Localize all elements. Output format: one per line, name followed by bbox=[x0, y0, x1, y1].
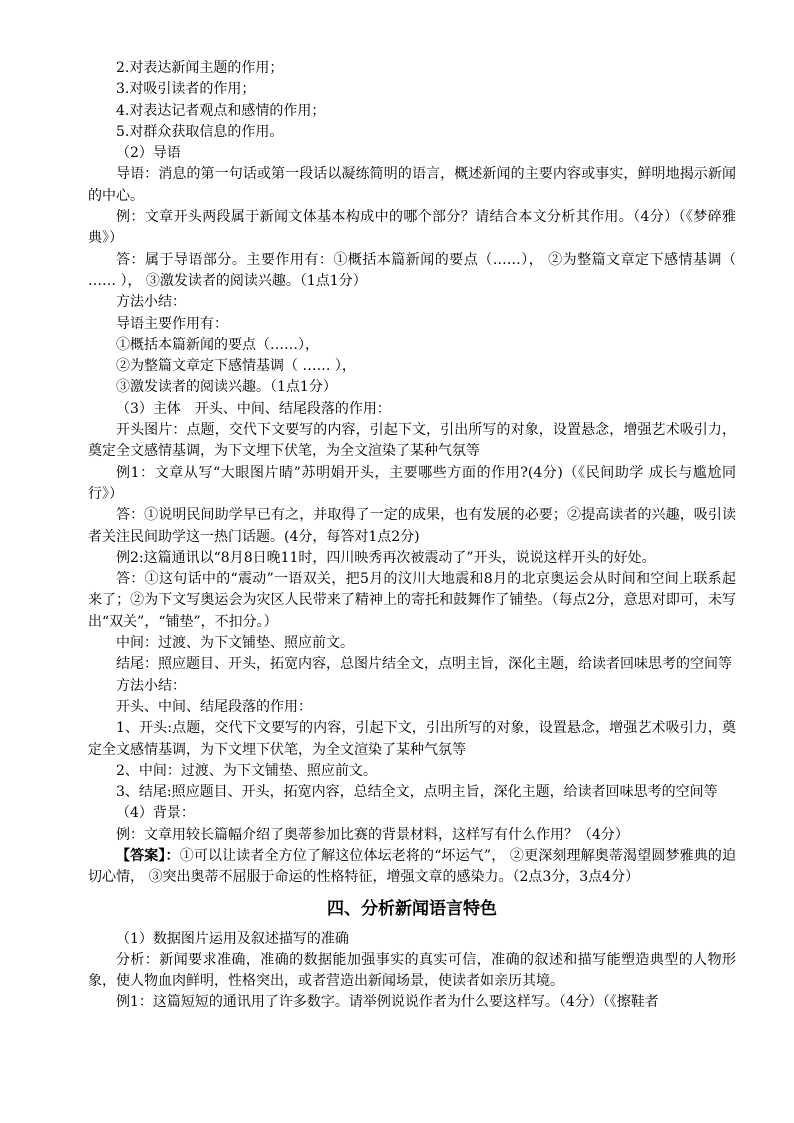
list-item: ③激发读者的阅读兴趣。（1点1分） bbox=[116, 379, 337, 396]
answer-paragraph: 答：属于导语部分。主要作用有：①概括本篇新闻的要点（……）， ②为整篇文章定下感情基调（ …… ）， ③激发读者的阅读兴趣。（1点1分） bbox=[88, 251, 736, 289]
example-question: 例1：文章从写“大眼图片睛”苏明娟开头，主要哪些方面的作用?(4分)（《民间助学 成长与尴尬同行》） bbox=[88, 464, 736, 502]
example-question: 例：文章用较长篇幅介绍了奥蒂参加比赛的背景材料，这样写有什么作用？（4分） bbox=[116, 826, 629, 843]
method-summary-title: 方法小结： bbox=[116, 677, 186, 694]
subsection-title: （3）主体 开头、中间、结尾段落的作用： bbox=[116, 400, 391, 417]
subsection-title: （4）背景： bbox=[116, 805, 195, 822]
paragraph: 3、结尾:照应题目、开头，拓宽内容，总结全文，点明主旨，深化主题，给读者回味思考的空间等 bbox=[116, 784, 718, 801]
paragraph: 结尾：照应题目、开头，拓宽内容，总图片结全文，点明主旨，深化主题，给读者回味思考的空间等 bbox=[116, 656, 732, 673]
text-line: 导语主要作用有： bbox=[116, 315, 228, 332]
subsection-title: （1）数据图片运用及叙述描写的准确 bbox=[116, 930, 349, 947]
answer-paragraph: 答：①说明民间助学早已有之，并取得了一定的成果，也有发展的必要；②提高读者的兴趣，吸引读者关注民间助学这一热门话题。(4分，每答对1点2分) bbox=[88, 507, 736, 545]
answer-text: ①可以让读者全方位了解这位体坛老将的“坏运气”， ②更深刻理解奥蒂渴望圆梦雅典的迫切心情， ③突出奥蒂不屈服于命运的性格特征，增强文章的感染力。（2点3分，3点4分） bbox=[88, 847, 737, 886]
text-line: 4.对表达记者观点和感情的作用； bbox=[116, 102, 326, 119]
text-line: 2.对表达新闻主题的作用； bbox=[116, 60, 284, 76]
list-item: ②为整篇文章定下感情基调（ …… ）， bbox=[116, 358, 356, 375]
paragraph: 导语：消息的第一句话或第一段话以凝练简明的语言，概述新闻的主要内容或事实，鲜明地揭示新闻的中心。 bbox=[88, 166, 736, 204]
text-line: 5.对群众获取信息的作用。 bbox=[116, 123, 284, 140]
list-item: ①概括本篇新闻的要点（……）， bbox=[116, 336, 319, 353]
document-page bbox=[88, 58, 736, 1014]
text-line: 2、中间：过渡、为下文铺垫、照应前文。 bbox=[116, 762, 377, 779]
paragraph: 开头图片：点题，交代下文要写的内容，引起下文，引出所写的对象，设置悬念，增强艺术吸引力，奠定全文感情基调，为下文埋下伏笔，为全文渲染了某种气氛等 bbox=[88, 422, 736, 460]
subsection-title: （2）导语 bbox=[116, 145, 181, 162]
answer-label: 【答案】： bbox=[116, 847, 180, 864]
text-line: 中间：过渡、为下文铺垫、照应前文。 bbox=[116, 635, 354, 652]
answer-paragraph: 答：①这句话中的“震动”一语双关，把5月的汶川大地震和8月的北京奥运会从时间和空间上联系起来了；②为下文写奥运会为灾区人民带来了精神上的寄托和鼓舞作了铺垫。（每点2分，意思对即可，未写出“双关”，“铺垫”，不扣分。） bbox=[88, 571, 736, 630]
method-summary-title: 方法小结： bbox=[116, 294, 186, 311]
section-heading: 四、分析新闻语言特色 bbox=[327, 898, 497, 919]
text-line: 开头、中间、结尾段落的作用： bbox=[116, 698, 312, 715]
example-question: 例：文章开头两段属于新闻文体基本构成中的哪个部分？请结合本文分析其作用。（4分）（《梦碎雅典》） bbox=[88, 209, 736, 247]
text-line: 3.对吸引读者的作用； bbox=[116, 81, 256, 98]
answer-paragraph bbox=[88, 846, 736, 889]
paragraph: 1、开头:点题，交代下文要写的内容，引起下文，引出所写的对象，设置悬念，增强艺术吸引力，奠定全文感情基调，为下文埋下伏笔，为全文渲染了某种气氛等 bbox=[88, 720, 736, 758]
example-question: 例1：这篇短短的通讯用了许多数字。请举例说说作者为什么要这样写。（4分）（《擦鞋者 bbox=[116, 994, 659, 1011]
example-question: 例2:这篇通讯以“8月8日晚11时，四川映秀再次被震动了”开头，说说这样开头的好处。 bbox=[116, 549, 656, 566]
paragraph: 分析：新闻要求准确，准确的数据能加强事实的真实可信，准确的叙述和描写能塑造典型的人物形象，使人物血肉鲜明，性格突出，或者营造出新闻场景，使读者如亲历其境。 bbox=[88, 951, 736, 990]
